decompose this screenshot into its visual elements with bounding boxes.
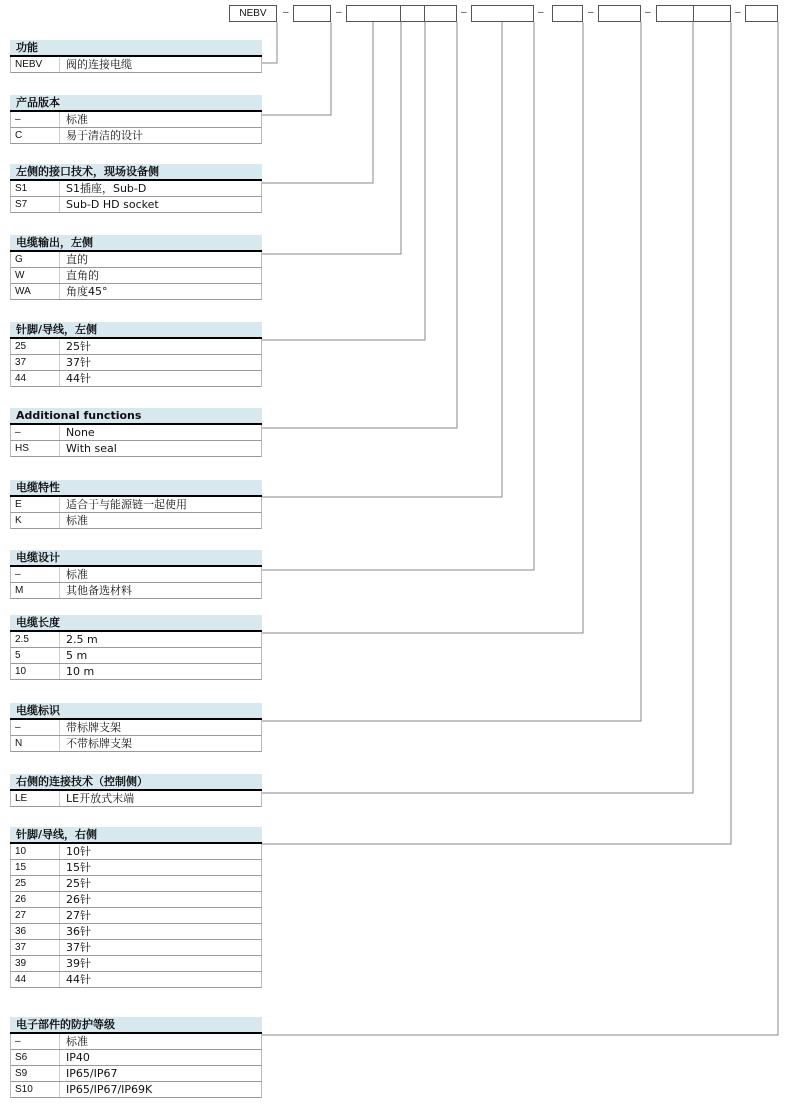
option-desc: 标准 [66,514,88,527]
option-desc: 15针 [66,861,91,874]
option-code: 37 [15,942,27,953]
option-row [10,513,262,529]
option-code: 44 [15,373,27,384]
option-desc: IP65/IP67/IP69K [66,1083,153,1096]
option-code: N [15,738,23,749]
option-desc: 直角的 [66,269,99,282]
option-code: WA [15,286,31,297]
code-box-5 [424,5,457,22]
section-title: 功能 [10,40,262,57]
option-desc: IP40 [66,1051,90,1064]
option-row [10,648,262,664]
section-title: 电子部件的防护等级 [10,1017,262,1034]
code-box-7 [552,5,583,22]
option-code: – [15,427,21,438]
option-row [10,583,262,599]
option-code: 39 [15,958,27,969]
option-row [10,181,262,197]
option-row [10,924,262,940]
section-title: 电缆输出，左侧 [10,235,262,252]
option-row [10,112,262,128]
separator-dash: – [461,7,467,18]
separator-dash: – [538,7,544,18]
option-section-version [10,95,262,144]
option-desc: 标准 [66,1035,88,1048]
option-row [10,252,262,268]
option-desc: S1插座，Sub-D [66,182,147,195]
option-code: 36 [15,926,27,937]
option-row [10,908,262,924]
option-desc: 25针 [66,877,91,890]
option-section-right-connection [10,774,262,807]
section-title: 针脚/导线，左侧 [10,322,262,339]
code-box-2 [293,5,331,22]
option-desc: 标准 [66,113,88,126]
code-box-4 [400,5,425,22]
option-row [10,972,262,988]
option-row [10,720,262,736]
option-row [10,940,262,956]
option-row [10,57,262,73]
option-desc: 易于清洁的设计 [66,129,143,142]
option-desc: IP65/IP67 [66,1067,118,1080]
option-code: 5 [15,650,21,661]
option-desc: 10针 [66,845,91,858]
option-desc: None [66,426,95,439]
option-desc: 37针 [66,356,91,369]
option-row [10,1050,262,1066]
option-desc: 26针 [66,893,91,906]
option-desc: 25针 [66,340,91,353]
option-desc: 标准 [66,568,88,581]
code-box-1: NEBV [229,5,277,22]
section-title: 电缆长度 [10,615,262,632]
section-title: 针脚/导线，右侧 [10,827,262,844]
option-code: S10 [15,1084,33,1095]
option-desc: 10 m [66,665,95,678]
option-section-cable-length [10,615,262,680]
option-code: HS [15,443,29,454]
option-desc: 适合于与能源链一起使用 [66,498,187,511]
option-code: S9 [15,1068,28,1079]
option-desc: 27针 [66,909,91,922]
option-row [10,425,262,441]
option-code: S7 [15,199,28,210]
option-section-function [10,40,262,73]
option-desc: 带标牌支架 [66,721,121,734]
option-desc: 阀的连接电缆 [66,58,132,71]
option-code: S6 [15,1052,28,1063]
option-row [10,876,262,892]
code-box-6 [471,5,534,22]
code-box-3 [346,5,401,22]
option-desc: 2.5 m [66,633,98,646]
option-code: – [15,114,21,125]
option-row [10,860,262,876]
separator-dash: – [283,7,289,18]
section-title: 电缆标识 [10,703,262,720]
option-code: 27 [15,910,27,921]
option-code: W [15,270,25,281]
option-code: – [15,1036,21,1047]
option-code: M [15,585,24,596]
option-code: 25 [15,341,27,352]
option-row [10,371,262,387]
section-title: 左侧的接口技术，现场设备侧 [10,164,262,181]
separator-dash: – [645,7,651,18]
section-title: Additional functions [10,408,262,425]
option-row [10,355,262,371]
option-row [10,892,262,908]
option-desc: LE开放式末端 [66,792,135,805]
option-row [10,268,262,284]
code-box-10 [693,5,731,22]
section-title: 产品版本 [10,95,262,112]
option-code: G [15,254,23,265]
option-code: 44 [15,974,27,985]
option-row [10,128,262,144]
option-row [10,736,262,752]
option-code: C [15,130,23,141]
option-section-cable-marking [10,703,262,752]
option-desc: 角度45° [66,285,108,298]
option-code: LE [15,793,28,804]
option-row [10,956,262,972]
option-row [10,1082,262,1098]
option-code: 37 [15,357,27,368]
option-section-cable-characteristics [10,480,262,529]
section-title: 右侧的连接技术（控制侧） [10,774,262,791]
option-section-protection-class [10,1017,262,1098]
option-desc: 39针 [66,957,91,970]
option-code: 10 [15,846,27,857]
option-section-cable-design [10,550,262,599]
option-section-left-connection [10,164,262,213]
option-desc: With seal [66,442,117,455]
option-code: S1 [15,183,28,194]
option-code: K [15,515,22,526]
option-desc: 44针 [66,372,91,385]
separator-dash: – [735,7,741,18]
option-row [10,664,262,680]
code-box-11 [745,5,778,22]
option-code: 10 [15,666,27,677]
option-row [10,1034,262,1050]
option-row [10,497,262,513]
separator-dash: – [588,7,594,18]
option-desc: 44针 [66,973,91,986]
option-code: 15 [15,862,27,873]
option-code: – [15,569,21,580]
option-section-pins-left [10,322,262,387]
option-row [10,441,262,457]
code-box-8 [598,5,641,22]
option-row [10,632,262,648]
option-code: E [15,499,22,510]
option-desc: 37针 [66,941,91,954]
option-row [10,567,262,583]
option-desc: 5 m [66,649,88,662]
option-row [10,1066,262,1082]
code-box-9 [656,5,694,22]
option-code: 2.5 [15,634,29,645]
separator-dash: – [336,7,342,18]
section-title: 电缆设计 [10,550,262,567]
option-desc: 其他备选材料 [66,584,132,597]
option-row [10,791,262,807]
option-code: 26 [15,894,27,905]
option-row [10,339,262,355]
option-row [10,284,262,300]
option-desc: Sub-D HD socket [66,198,159,211]
option-desc: 直的 [66,253,88,266]
option-code: 25 [15,878,27,889]
option-code: – [15,722,21,733]
option-section-additional-functions [10,408,262,457]
section-title: 电缆特性 [10,480,262,497]
option-desc: 36针 [66,925,91,938]
option-section-cable-outlet [10,235,262,300]
option-row [10,197,262,213]
option-code: NEBV [15,59,43,70]
option-desc: 不带标牌支架 [66,737,132,750]
option-row [10,844,262,860]
option-section-pins-right [10,827,262,988]
